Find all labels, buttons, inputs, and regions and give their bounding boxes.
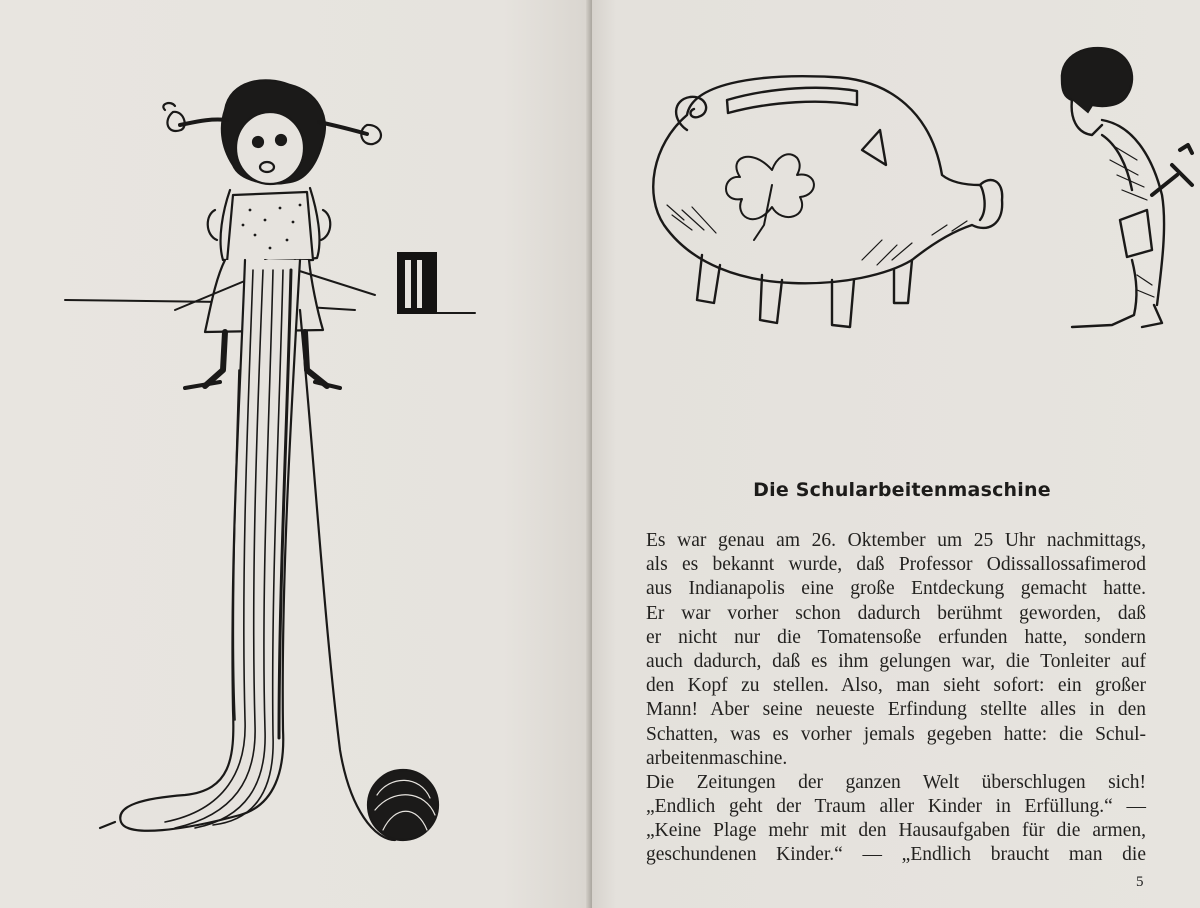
text-line: Es war genau am 26. Oktember um 25 Uhr nachmittags, — [646, 530, 1146, 551]
knitting-girl-illustration — [55, 70, 495, 850]
text-line: Mann! Aber seine neueste Erfindung stellte alles in den — [646, 699, 1146, 721]
text-line: geschundenen Kinder.“ — „Endlich braucht man die — [646, 844, 1146, 866]
piggy-bank-and-boy-illustration — [632, 35, 1172, 335]
text-line: aus Indianapolis eine große Entdeckung gemacht hatte. — [646, 578, 1146, 600]
text-line: als es bekannt wurde, daß Professor Odissallossafimerod — [646, 554, 1146, 576]
text-line: „Endlich geht der Traum aller Kinder in Erfüllung.“ — — [646, 796, 1146, 818]
text-line: Schatten, was es vorher jemals gegeben hatte: die Schul- — [646, 723, 1146, 745]
body-text — [646, 529, 1146, 868]
text-line: auch dadurch, daß es ihm gelungen war, die Tonleiter auf — [646, 650, 1146, 672]
text-line: Er war vorher schon dadurch berühmt geworden, daß — [646, 602, 1146, 624]
left-page — [0, 0, 592, 908]
text-line: den Kopf zu stellen. Also, man sieht sofort: ein großer — [646, 675, 1146, 697]
text-line: arbeitenmaschine. — [646, 747, 788, 769]
text-line: er nicht nur die Tomatensoße erfunden hatte, sondern — [646, 626, 1146, 648]
chapter-title: Die Schularbeitenmaschine — [753, 479, 1051, 501]
text-line: „Keine Plage mehr mit den Hausaufgaben für die armen, — [646, 820, 1146, 842]
right-page — [592, 0, 1200, 908]
text-line: Die Zeitungen der ganzen Welt überschlugen sich! — [646, 771, 1146, 793]
page-number: 5 — [1136, 874, 1144, 890]
